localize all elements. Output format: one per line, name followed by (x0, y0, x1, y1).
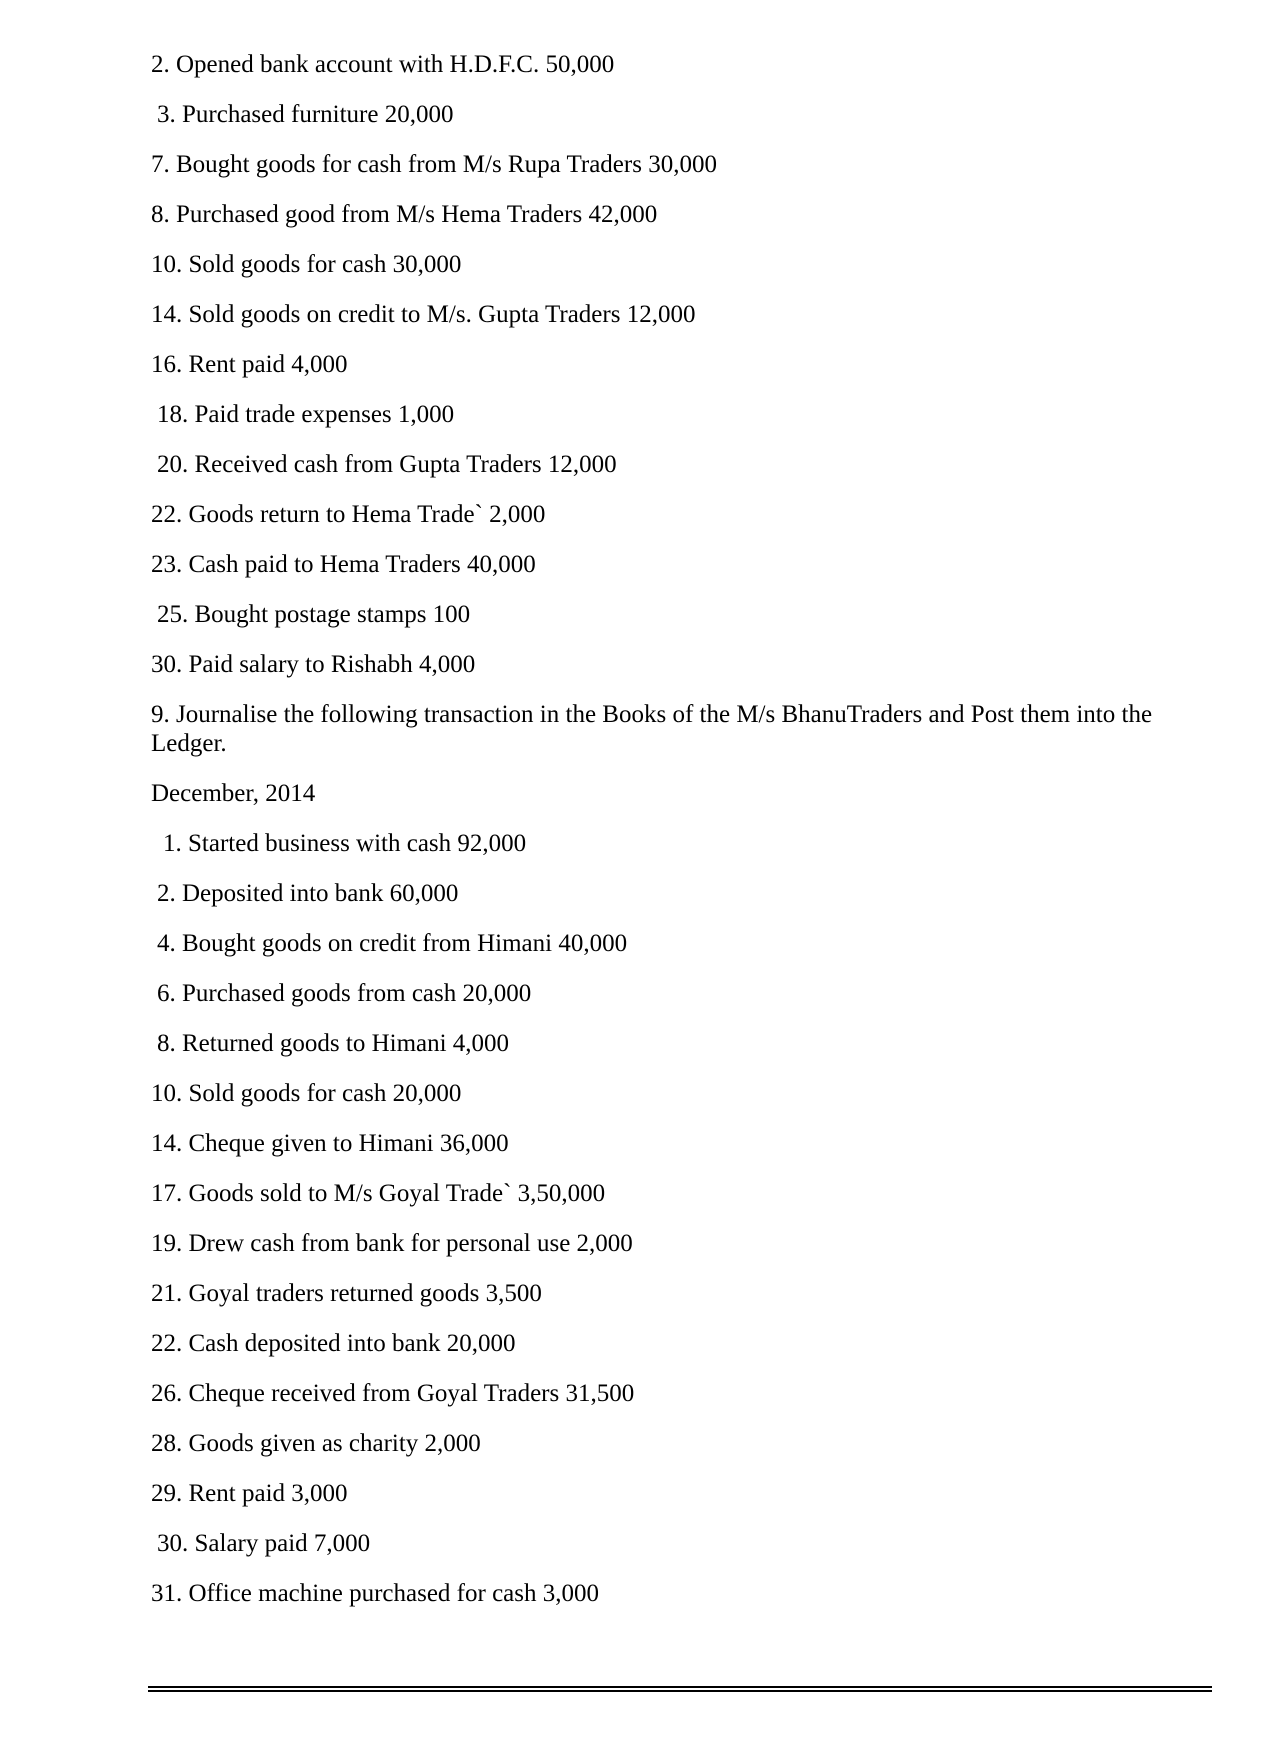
transaction-line: 3. Purchased furniture 20,000 (157, 101, 454, 128)
transaction-line: 21. Goyal traders returned goods 3,500 (151, 1280, 542, 1307)
transaction-line: 14. Sold goods on credit to M/s. Gupta Traders 12,000 (151, 301, 696, 328)
transaction-line: 29. Rent paid 3,000 (151, 1480, 348, 1507)
transaction-line: 26. Cheque received from Goyal Traders 31,500 (151, 1380, 635, 1407)
transaction-line: 16. Rent paid 4,000 (151, 351, 348, 378)
transaction-line: 1. Started business with cash 92,000 (163, 830, 527, 857)
footer-double-rule (148, 1686, 1212, 1692)
transaction-line: 18. Paid trade expenses 1,000 (157, 401, 455, 428)
transaction-line: 8. Purchased good from M/s Hema Traders 42,000 (151, 201, 658, 228)
transaction-line: 14. Cheque given to Himani 36,000 (151, 1130, 509, 1157)
transaction-line: 25. Bought postage stamps 100 (157, 601, 471, 628)
transaction-line: 10. Sold goods for cash 20,000 (151, 1080, 462, 1107)
transaction-line: 28. Goods given as charity 2,000 (151, 1430, 481, 1457)
transaction-line: 7. Bought goods for cash from M/s Rupa Traders 30,000 (151, 151, 717, 178)
transaction-line: 4. Bought goods on credit from Himani 40,000 (157, 930, 628, 957)
transaction-line: 2. Opened bank account with H.D.F.C. 50,000 (151, 51, 615, 78)
transaction-line: 2. Deposited into bank 60,000 (157, 880, 459, 907)
transaction-line: 17. Goods sold to M/s Goyal Trade` 3,50,000 (151, 1180, 606, 1207)
transaction-line: 20. Received cash from Gupta Traders 12,000 (157, 451, 617, 478)
question-text: 9. Journalise the following transaction in the Books of the M/s BhanuTraders and Post them into the Ledger. (151, 701, 1153, 757)
page-content (151, 50, 1211, 1629)
transaction-line: 8. Returned goods to Himani 4,000 (157, 1030, 510, 1057)
transaction-line: 6. Purchased goods from cash 20,000 (157, 980, 532, 1007)
transaction-line: 30. Salary paid 7,000 (157, 1530, 371, 1557)
transaction-line: 22. Goods return to Hema Trade` 2,000 (151, 501, 546, 528)
period-heading: December, 2014 (151, 780, 316, 807)
transaction-line: 22. Cash deposited into bank 20,000 (151, 1330, 516, 1357)
transaction-line: 31. Office machine purchased for cash 3,000 (151, 1580, 599, 1607)
transaction-line: 30. Paid salary to Rishabh 4,000 (151, 651, 476, 678)
transaction-line: 19. Drew cash from bank for personal use 2,000 (151, 1230, 633, 1257)
transaction-line: 23. Cash paid to Hema Traders 40,000 (151, 551, 536, 578)
transaction-line: 10. Sold goods for cash 30,000 (151, 251, 462, 278)
